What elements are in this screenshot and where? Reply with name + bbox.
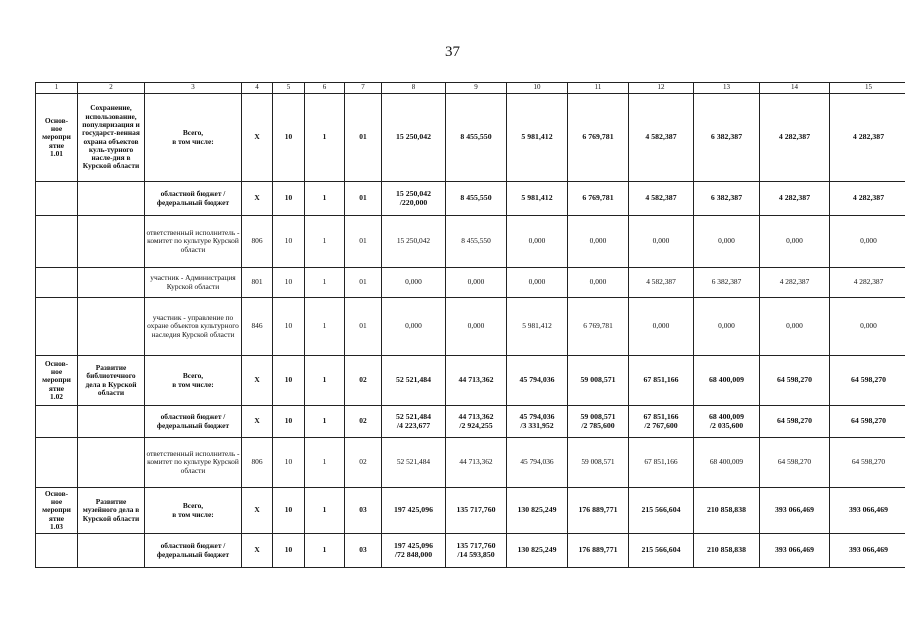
value-cell: 6 769,781 <box>568 182 629 216</box>
value-cell: 52 521,484 /4 223,677 <box>382 406 446 438</box>
activity-name-cell <box>78 216 145 268</box>
activity-name-cell <box>78 406 145 438</box>
value-cell: 6 382,387 <box>694 268 760 298</box>
column-number: 4 <box>242 83 273 94</box>
value-cell: 210 858,838 <box>694 488 760 534</box>
value-cell: 0,000 <box>629 216 694 268</box>
value-cell: 68 400,009 <box>694 356 760 406</box>
activity-name-cell <box>78 298 145 356</box>
value-cell: 8 455,550 <box>446 216 507 268</box>
column-number: 9 <box>446 83 507 94</box>
pr-code-cell: 1 <box>305 182 345 216</box>
rz-code-cell: 10 <box>273 488 305 534</box>
csr-code-cell: 01 <box>345 298 382 356</box>
value-cell: 393 066,469 <box>760 488 830 534</box>
value-cell: 64 598,270 <box>830 356 905 406</box>
value-cell: 0,000 <box>507 268 568 298</box>
gr-code-cell: Х <box>242 534 273 568</box>
value-cell: 64 598,270 <box>760 438 830 488</box>
gr-code-cell: 806 <box>242 438 273 488</box>
value-cell: 0,000 <box>382 298 446 356</box>
value-cell: 4 282,387 <box>760 182 830 216</box>
csr-code-cell: 02 <box>345 356 382 406</box>
csr-code-cell: 03 <box>345 534 382 568</box>
csr-code-cell: 01 <box>345 216 382 268</box>
rz-code-cell: 10 <box>273 94 305 182</box>
value-cell: 59 008,571 <box>568 438 629 488</box>
gr-code-cell: Х <box>242 94 273 182</box>
funding-source-cell: ответственный исполнитель - комитет по культуре Курской области <box>145 438 242 488</box>
page-number: 37 <box>445 44 460 60</box>
value-cell: 0,000 <box>446 298 507 356</box>
value-cell: 5 981,412 <box>507 182 568 216</box>
value-cell: 0,000 <box>760 216 830 268</box>
pr-code-cell: 1 <box>305 406 345 438</box>
column-number-row <box>36 83 905 94</box>
value-cell: 67 851,166 /2 767,600 <box>629 406 694 438</box>
funding-source-cell: ответственный исполнитель - комитет по культуре Курской области <box>145 216 242 268</box>
value-cell: 52 521,484 <box>382 356 446 406</box>
rz-code-cell: 10 <box>273 534 305 568</box>
funding-source-cell: областной бюджет /федеральный бюджет <box>145 406 242 438</box>
value-cell: 197 425,096 /72 848,000 <box>382 534 446 568</box>
table-row <box>36 298 905 356</box>
table-row <box>36 488 905 534</box>
value-cell: 176 889,771 <box>568 488 629 534</box>
value-cell: 64 598,270 <box>760 406 830 438</box>
funding-source-cell: Всего, в том числе: <box>145 94 242 182</box>
value-cell: 67 851,166 <box>629 438 694 488</box>
value-cell: 67 851,166 <box>629 356 694 406</box>
gr-code-cell: Х <box>242 488 273 534</box>
pr-code-cell: 1 <box>305 216 345 268</box>
column-number: 1 <box>36 83 78 94</box>
column-number: 13 <box>694 83 760 94</box>
value-cell: 4 282,387 <box>830 268 905 298</box>
value-cell: 130 825,249 <box>507 534 568 568</box>
value-cell: 0,000 <box>830 216 905 268</box>
value-cell: 45 794,036 /3 331,952 <box>507 406 568 438</box>
column-number: 10 <box>507 83 568 94</box>
csr-code-cell: 02 <box>345 406 382 438</box>
column-number: 2 <box>78 83 145 94</box>
value-cell: 8 455,550 <box>446 182 507 216</box>
value-cell: 197 425,096 <box>382 488 446 534</box>
value-cell: 0,000 <box>382 268 446 298</box>
value-cell: 4 282,387 <box>830 182 905 216</box>
value-cell: 52 521,484 <box>382 438 446 488</box>
value-cell: 4 282,387 <box>760 268 830 298</box>
activity-name-cell: Сохранение, использование, популяризация и государст-венная охрана объектов куль-турного насле-дия в Курской области <box>78 94 145 182</box>
value-cell: 4 582,387 <box>629 94 694 182</box>
value-cell: 64 598,270 <box>760 356 830 406</box>
pr-code-cell: 1 <box>305 488 345 534</box>
table-row <box>36 406 905 438</box>
value-cell: 8 455,550 <box>446 94 507 182</box>
column-number: 5 <box>273 83 305 94</box>
value-cell: 59 008,571 /2 785,600 <box>568 406 629 438</box>
value-cell: 0,000 <box>694 216 760 268</box>
column-number: 15 <box>830 83 905 94</box>
column-number: 8 <box>382 83 446 94</box>
value-cell: 44 713,362 <box>446 438 507 488</box>
value-cell: 45 794,036 <box>507 356 568 406</box>
pr-code-cell: 1 <box>305 534 345 568</box>
funding-source-cell: участник - Администрация Курской области <box>145 268 242 298</box>
column-number: 12 <box>629 83 694 94</box>
value-cell: 5 981,412 <box>507 298 568 356</box>
csr-code-cell: 03 <box>345 488 382 534</box>
rz-code-cell: 10 <box>273 298 305 356</box>
value-cell: 4 582,387 <box>629 268 694 298</box>
activity-code-cell: Основ- ное меропри ятие 1.03 <box>36 488 78 534</box>
pr-code-cell: 1 <box>305 438 345 488</box>
pr-code-cell: 1 <box>305 356 345 406</box>
value-cell: 64 598,270 <box>830 438 905 488</box>
funding-source-cell: участник - управление по охране объектов культурного наследия Курской области <box>145 298 242 356</box>
value-cell: 176 889,771 <box>568 534 629 568</box>
csr-code-cell: 01 <box>345 182 382 216</box>
funding-source-cell: Всего, в том числе: <box>145 356 242 406</box>
column-number: 3 <box>145 83 242 94</box>
value-cell: 210 858,838 <box>694 534 760 568</box>
value-cell: 6 769,781 <box>568 298 629 356</box>
table-row <box>36 268 905 298</box>
funding-source-cell: областной бюджет /федеральный бюджет <box>145 534 242 568</box>
table-row <box>36 438 905 488</box>
activity-code-cell <box>36 182 78 216</box>
value-cell: 4 282,387 <box>760 94 830 182</box>
value-cell: 64 598,270 <box>830 406 905 438</box>
activity-code-cell <box>36 268 78 298</box>
csr-code-cell: 01 <box>345 94 382 182</box>
column-number: 7 <box>345 83 382 94</box>
activity-name-cell <box>78 438 145 488</box>
activity-code-cell <box>36 298 78 356</box>
activity-code-cell: Основ- ное меропри ятие 1.01 <box>36 94 78 182</box>
csr-code-cell: 01 <box>345 268 382 298</box>
rz-code-cell: 10 <box>273 182 305 216</box>
pr-code-cell: 1 <box>305 268 345 298</box>
value-cell: 0,000 <box>830 298 905 356</box>
table-row <box>36 216 905 268</box>
value-cell: 393 066,469 <box>830 534 905 568</box>
value-cell: 0,000 <box>507 216 568 268</box>
value-cell: 215 566,604 <box>629 534 694 568</box>
column-number: 6 <box>305 83 345 94</box>
gr-code-cell: 846 <box>242 298 273 356</box>
activity-name-cell <box>78 182 145 216</box>
value-cell: 4 282,387 <box>830 94 905 182</box>
pr-code-cell: 1 <box>305 298 345 356</box>
value-cell: 6 382,387 <box>694 94 760 182</box>
value-cell: 44 713,362 /2 924,255 <box>446 406 507 438</box>
activity-name-cell: Развитие библиотечного дела в Курской области <box>78 356 145 406</box>
activity-name-cell <box>78 268 145 298</box>
value-cell: 6 382,387 <box>694 182 760 216</box>
column-number: 11 <box>568 83 629 94</box>
gr-code-cell: Х <box>242 356 273 406</box>
value-cell: 15 250,042 <box>382 216 446 268</box>
activity-code-cell <box>36 406 78 438</box>
rz-code-cell: 10 <box>273 438 305 488</box>
value-cell: 44 713,362 <box>446 356 507 406</box>
column-number: 14 <box>760 83 830 94</box>
activity-name-cell: Развитие музейного дела в Курской области <box>78 488 145 534</box>
value-cell: 0,000 <box>629 298 694 356</box>
pr-code-cell: 1 <box>305 94 345 182</box>
value-cell: 0,000 <box>694 298 760 356</box>
value-cell: 135 717,760 /14 593,850 <box>446 534 507 568</box>
value-cell: 0,000 <box>760 298 830 356</box>
activity-name-cell <box>78 534 145 568</box>
rz-code-cell: 10 <box>273 356 305 406</box>
value-cell: 0,000 <box>568 268 629 298</box>
activity-code-cell <box>36 534 78 568</box>
value-cell: 215 566,604 <box>629 488 694 534</box>
rz-code-cell: 10 <box>273 268 305 298</box>
value-cell: 393 066,469 <box>830 488 905 534</box>
value-cell: 45 794,036 <box>507 438 568 488</box>
funding-source-cell: областной бюджет /федеральный бюджет <box>145 182 242 216</box>
activity-code-cell <box>36 438 78 488</box>
activity-code-cell <box>36 216 78 268</box>
gr-code-cell: 801 <box>242 268 273 298</box>
value-cell: 0,000 <box>446 268 507 298</box>
csr-code-cell: 02 <box>345 438 382 488</box>
table-row <box>36 534 905 568</box>
funding-source-cell: Всего, в том числе: <box>145 488 242 534</box>
activity-code-cell: Основ- ное меропри ятие 1.02 <box>36 356 78 406</box>
budget-table <box>35 82 905 568</box>
rz-code-cell: 10 <box>273 406 305 438</box>
rz-code-cell: 10 <box>273 216 305 268</box>
value-cell: 393 066,469 <box>760 534 830 568</box>
value-cell: 0,000 <box>568 216 629 268</box>
value-cell: 59 008,571 <box>568 356 629 406</box>
value-cell: 4 582,387 <box>629 182 694 216</box>
table-row <box>36 356 905 406</box>
value-cell: 5 981,412 <box>507 94 568 182</box>
value-cell: 135 717,760 <box>446 488 507 534</box>
value-cell: 15 250,042 <box>382 94 446 182</box>
value-cell: 6 769,781 <box>568 94 629 182</box>
value-cell: 130 825,249 <box>507 488 568 534</box>
table-row <box>36 94 905 182</box>
gr-code-cell: Х <box>242 406 273 438</box>
value-cell: 15 250,042 /220,000 <box>382 182 446 216</box>
value-cell: 68 400,009 /2 035,600 <box>694 406 760 438</box>
gr-code-cell: 806 <box>242 216 273 268</box>
gr-code-cell: Х <box>242 182 273 216</box>
value-cell: 68 400,009 <box>694 438 760 488</box>
table-row <box>36 182 905 216</box>
